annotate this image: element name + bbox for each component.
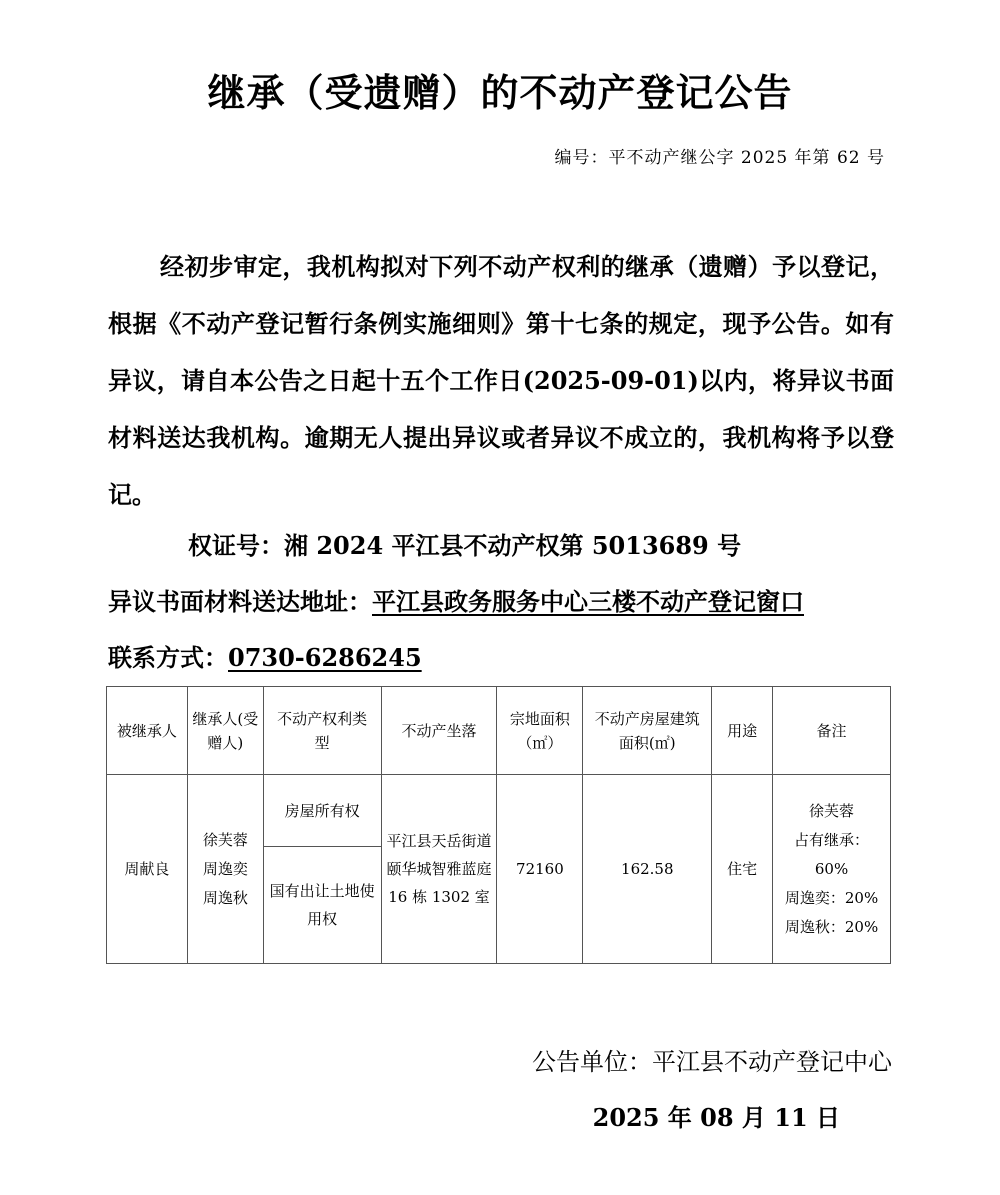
remark-line: 徐芙蓉 xyxy=(809,801,855,820)
cell-right-type-house: 房屋所有权 xyxy=(263,775,381,847)
header-remarks: 备注 xyxy=(773,687,891,775)
remark-line: 60% xyxy=(814,859,849,878)
header-usage: 用途 xyxy=(712,687,773,775)
notice-paragraph: 经初步审定，我机构拟对下列不动产权利的继承（遗赠）予以登记，根据《不动产登记暂行条例实施细则》第十七条的规定，现予公告。如有异议，请自本公告之日起十五个工作日(2025-09-01)以内，将异议书面材料送达我机构。逾期无人提出异议或者异议不成立的，我机构将予以登记。 xyxy=(108,252,894,509)
issuing-unit: 公告单位：平江县不动产登记中心 xyxy=(532,1048,892,1076)
cell-building-area: 162.58 xyxy=(583,775,712,964)
contact-label: 联系方式： xyxy=(108,643,228,672)
cell-usage: 住宅 xyxy=(712,775,773,964)
header-decedent: 被继承人 xyxy=(107,687,188,775)
cell-remarks xyxy=(773,775,891,964)
cell-right-type-land: 国有出让土地使用权 xyxy=(263,847,381,964)
cell-land-area: 72160 xyxy=(497,775,583,964)
certificate-number: 权证号：湘 2024 平江县不动产权第 5013689 号 xyxy=(188,531,742,560)
address-line xyxy=(108,582,804,617)
cell-location: 平江县天岳街道颐华城智雅蓝庭 16 栋 1302 室 xyxy=(381,775,497,964)
header-right-type: 不动产权利类 型 xyxy=(263,687,381,775)
cell-decedent: 周献良 xyxy=(107,775,188,964)
header-heirs: 继承人(受赠人) xyxy=(187,687,263,775)
address-value: 平江县政务服务中心三楼不动产登记窗口 xyxy=(372,587,804,616)
table-row xyxy=(107,775,891,847)
table-header-row xyxy=(107,687,891,775)
header-land-area: 宗地面积（㎡） xyxy=(497,687,583,775)
remark-line: 周逸秋：20% xyxy=(784,917,879,936)
remark-line: 占有继承： xyxy=(794,830,870,849)
header-location: 不动产坐落 xyxy=(381,687,497,775)
heir-name: 周逸秋 xyxy=(202,888,248,907)
doc-number: 编号：平不动产继公字 2025 年第 62 号 xyxy=(554,148,885,168)
remark-line: 周逸奕：20% xyxy=(784,888,879,907)
header-building-area: 不动产房屋建筑面积(㎡) xyxy=(583,687,712,775)
registration-table xyxy=(106,686,891,964)
contact-line xyxy=(108,638,422,673)
heir-name: 徐芙蓉 xyxy=(202,830,248,849)
issue-date: 2025 年 08 月 11 日 xyxy=(592,1103,840,1132)
contact-value: 0730-6286245 xyxy=(228,643,422,672)
cell-heirs xyxy=(187,775,263,964)
page-title: 继承（受遗赠）的不动产登记公告 xyxy=(207,71,793,115)
address-label: 异议书面材料送达地址： xyxy=(108,587,372,616)
heir-name: 周逸奕 xyxy=(202,859,248,878)
